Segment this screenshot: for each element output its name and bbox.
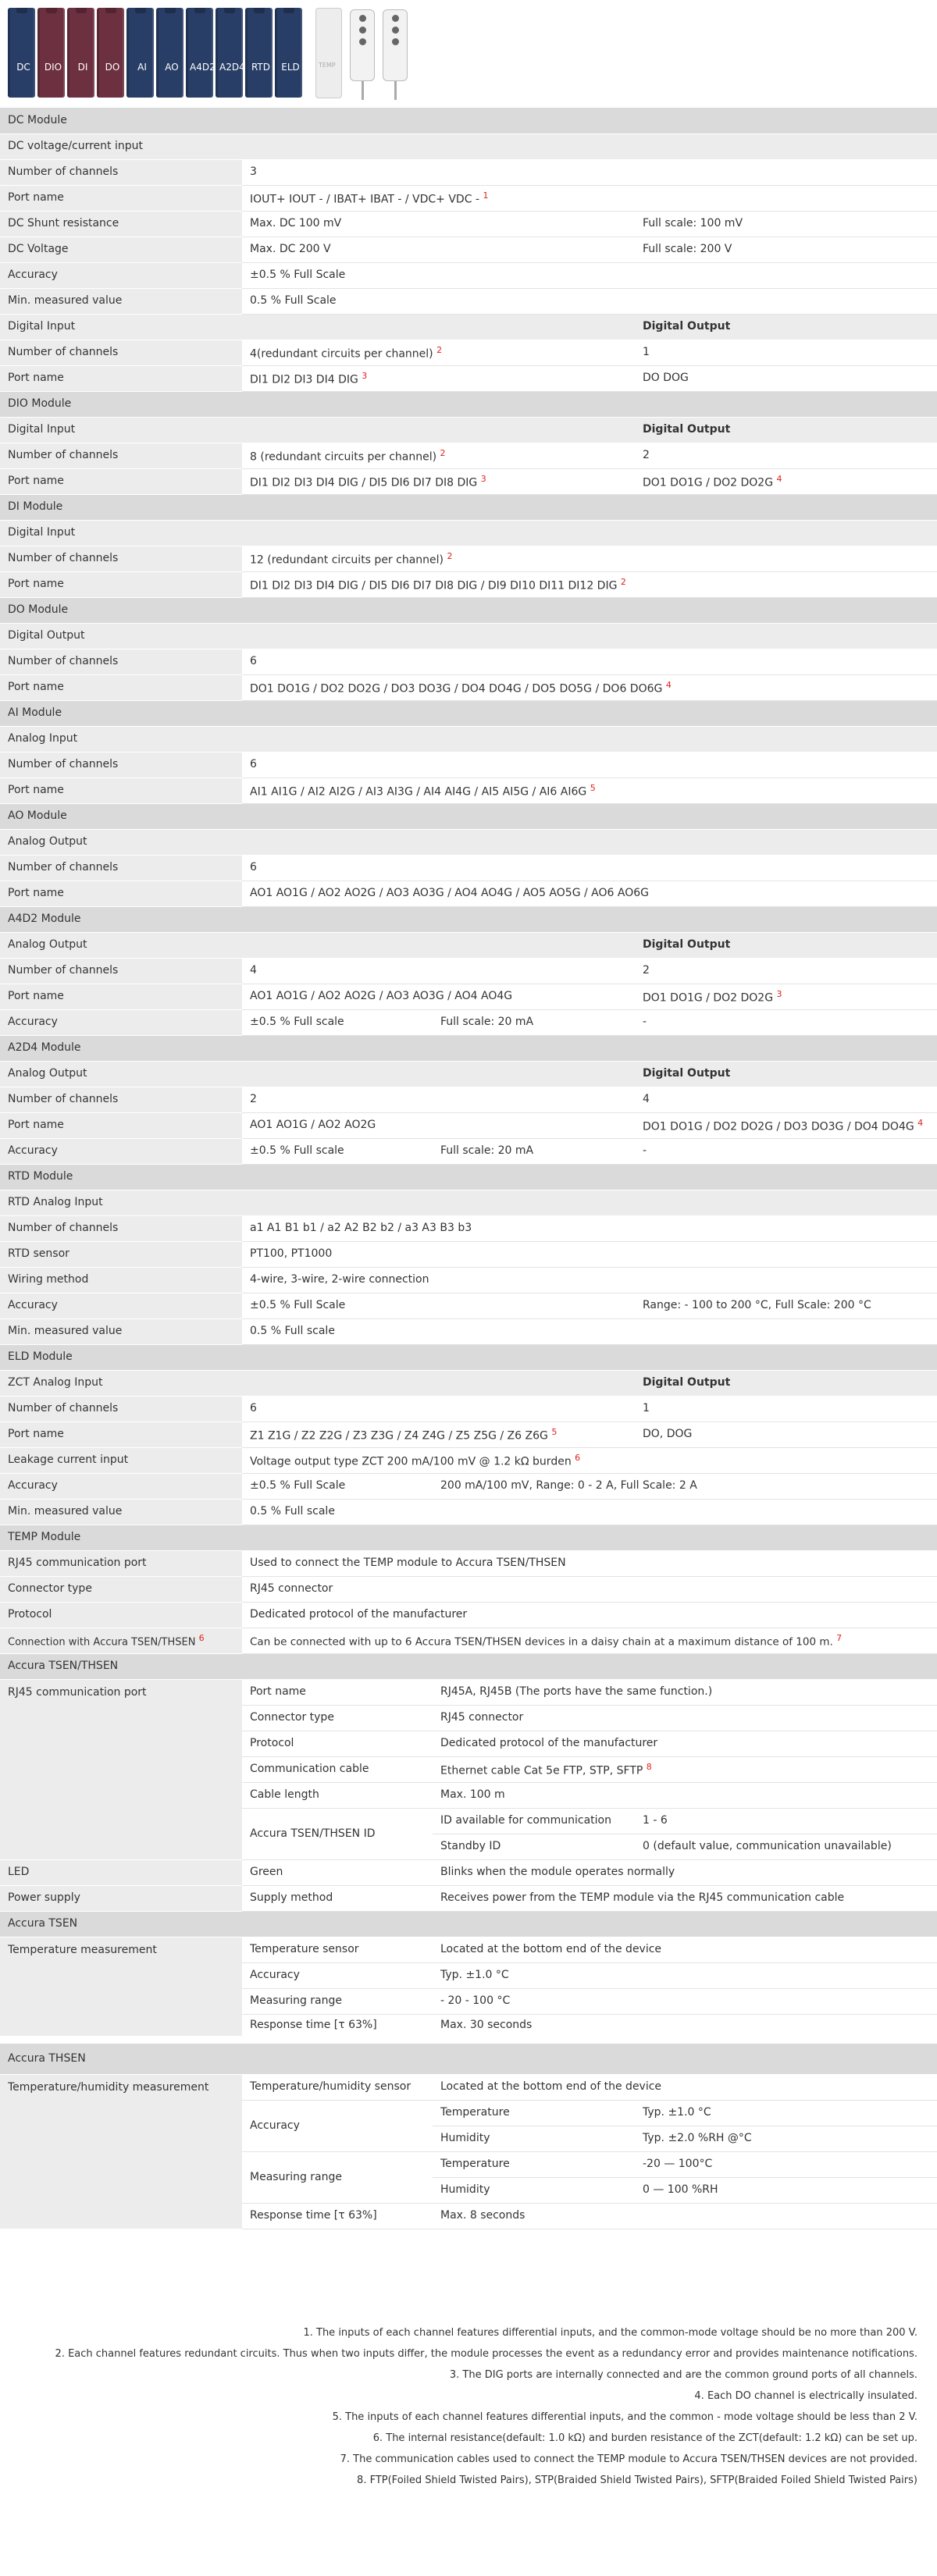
sensor-cable [394, 81, 397, 100]
spec-label: Number of channels [0, 958, 242, 984]
section-header [0, 1344, 937, 1370]
spec-label: Accuracy [0, 1009, 242, 1035]
spec-label: Min. measured value [0, 288, 242, 314]
subsection-title: RTD Analog Input [0, 1190, 937, 1215]
spec-label: Number of channels [0, 649, 242, 674]
spec-value: Voltage output type ZCT 200 mA/100 mV @ 1.2 kΩ burden [250, 1455, 572, 1468]
spec-sublabel: Measuring range [242, 2151, 433, 2203]
footnote-ref: 2 [447, 551, 453, 562]
spec-value: 0.5 % Full scale [242, 1499, 937, 1525]
spec-label: Port name [0, 1112, 242, 1138]
footnote-ref: 6 [198, 1633, 205, 1644]
spec-value: 4 [242, 958, 635, 984]
spec-value: ±0.5 % Full Scale [242, 262, 937, 288]
spec-value: DO1 DO1G / DO2 DO2G / DO3 DO3G / DO4 DO4G [643, 1120, 914, 1133]
footnotes [55, 2322, 917, 2491]
subsection-header [0, 1061, 937, 1087]
subsection-header [0, 417, 937, 443]
section-header [0, 494, 937, 520]
spec-row [0, 2074, 937, 2100]
spec-sublabel: Response time [τ 63%] [242, 2014, 433, 2040]
spec-row [0, 1576, 937, 1602]
spec-sublabel: Temperature [433, 2100, 635, 2126]
spec-label: Port name [0, 674, 242, 700]
footnote: 5. The inputs of each channel features differential inputs, and the common - mode voltage should be less than 2 V. [332, 2411, 917, 2423]
footnote-ref: 5 [590, 783, 596, 794]
spec-row [0, 752, 937, 777]
spec-row [0, 1447, 937, 1473]
spec-row [0, 1679, 937, 1705]
spec-value: IOUT+ IOUT - / IBAT+ IBAT - / VDC+ VDC - [250, 193, 479, 206]
footnote-ref: 3 [362, 371, 368, 382]
footnote-ref: 1 [483, 190, 489, 201]
spec-value: ±0.5 % Full Scale [242, 1293, 635, 1318]
thsen-sensor-image [383, 9, 408, 81]
subsection-title: Analog Output [0, 932, 635, 958]
subsection-title: Digital Input [0, 314, 635, 340]
subsection-title: Digital Output [0, 623, 937, 649]
spec-row [0, 1499, 937, 1525]
spec-label: Port name [0, 881, 242, 906]
spec-value: DO, DOG [635, 1421, 937, 1447]
footnote-ref: 3 [480, 474, 486, 485]
spec-value: Full scale: 20 mA [433, 1009, 635, 1035]
spec-row [0, 468, 937, 494]
spec-label: Leakage current input [0, 1447, 242, 1473]
subsection-header [0, 623, 937, 649]
spec-label: RTD sensor [0, 1241, 242, 1267]
section-title: A4D2 Module [0, 906, 937, 932]
spec-label: Accuracy [0, 1138, 242, 1164]
footnote-ref: 8 [646, 1762, 652, 1773]
spec-sublabel: Accura TSEN/THSEN ID [242, 1808, 433, 1859]
spec-value: Blinks when the module operates normally [433, 1859, 937, 1885]
module-code: DC [16, 62, 30, 73]
spec-row [0, 1396, 937, 1421]
spec-row [0, 1009, 937, 1035]
footnote: 8. FTP(Foiled Shield Twisted Pairs), STP(Braided Shield Twisted Pairs), SFTP(Braided Foiled Shield Twisted Pairs) [357, 2475, 917, 2486]
footnote-ref: 2 [440, 448, 446, 459]
spec-value: DO1 DO1G / DO2 DO2G / DO3 DO3G / DO4 DO4G / DO5 DO5G / DO6 DO6G [250, 682, 663, 696]
spec-row [0, 1937, 937, 1962]
spec-row [0, 571, 937, 597]
module-code: DI [77, 62, 88, 73]
dio-module-image [37, 8, 65, 98]
subsection-title: ZCT Analog Input [0, 1370, 635, 1396]
spec-value: Max. DC 200 V [242, 237, 635, 262]
spec-value: DO DOG [635, 365, 937, 391]
spec-row [0, 1215, 937, 1241]
spec-value: RJ45 connector [433, 1705, 937, 1731]
spec-label: Port name [0, 984, 242, 1009]
spec-value: Range: - 100 to 200 °C, Full Scale: 200 °C [635, 1293, 937, 1318]
subsection-title: Digital Output [635, 417, 937, 443]
spec-value: DI1 DI2 DI3 DI4 DIG / DI5 DI6 DI7 DI8 DIG [250, 476, 478, 489]
spec-value: RJ45 connector [242, 1576, 937, 1602]
spec-value: 200 mA/100 mV, Range: 0 - 2 A, Full Scale: 2 A [433, 1473, 937, 1499]
subsection-title: Digital Input [0, 520, 937, 546]
spec-label: Port name [0, 365, 242, 391]
spec-row [0, 1087, 937, 1112]
footnote-ref: 4 [917, 1118, 924, 1129]
spec-value: -20 — 100°C [635, 2151, 937, 2177]
module-code: DIO [44, 62, 62, 73]
spec-sublabel: Port name [242, 1679, 433, 1705]
spec-value: AI1 AI1G / AI2 AI2G / AI3 AI3G / AI4 AI4G / AI5 AI5G / AI6 AI6G [250, 785, 587, 799]
spec-row [0, 443, 937, 468]
tsen-sensor-image [350, 9, 375, 81]
module-lineup-image [0, 0, 937, 108]
spec-value: 6 [242, 1396, 635, 1421]
spec-value: 4(redundant circuits per channel) [250, 347, 433, 361]
spec-label: Number of channels [0, 1087, 242, 1112]
subsection-header [0, 1370, 937, 1396]
spec-row [0, 1318, 937, 1344]
section-header [0, 597, 937, 623]
a4d2-module-image [186, 8, 216, 98]
spec-value: ±0.5 % Full scale [242, 1138, 433, 1164]
subsection-header [0, 520, 937, 546]
footnote-ref: 7 [836, 1633, 843, 1644]
spec-row [0, 237, 937, 262]
spec-sublabel: Temperature [433, 2151, 635, 2177]
spec-label: LED [0, 1859, 242, 1885]
footnote-ref: 3 [776, 989, 782, 1000]
spec-label: Accuracy [0, 1473, 242, 1499]
spec-row [0, 1267, 937, 1293]
module-code: AI [137, 62, 147, 73]
spec-value: Full scale: 200 V [635, 237, 937, 262]
spec-label: Accuracy [0, 262, 242, 288]
spec-label: Temperature/humidity measurement [0, 2074, 242, 2229]
spec-row [0, 1138, 937, 1164]
spec-row [0, 958, 937, 984]
spec-value: Located at the bottom end of the device [433, 2074, 937, 2100]
spec-value: 2 [635, 443, 937, 468]
spec-value: AO1 AO1G / AO2 AO2G [242, 1112, 635, 1138]
module-code: ELD [281, 62, 300, 73]
spec-row [0, 288, 937, 314]
specification-table [0, 108, 937, 2229]
subsection-header [0, 314, 937, 340]
subsection-title: Analog Input [0, 726, 937, 752]
spec-label: DC Shunt resistance [0, 211, 242, 237]
spec-row [0, 159, 937, 185]
section-title: DI Module [0, 494, 937, 520]
spec-label: Min. measured value [0, 1318, 242, 1344]
subsection-title: Analog Output [0, 1061, 635, 1087]
section-title: AI Module [0, 700, 937, 726]
spec-value: Used to connect the TEMP module to Accura TSEN/THSEN [242, 1550, 937, 1576]
spec-value: 1 [635, 340, 937, 365]
footnote: 1. The inputs of each channel features differential inputs, and the common-mode voltage should be no more than 200 V. [303, 2327, 917, 2339]
spec-value: 0.5 % Full Scale [242, 288, 937, 314]
rtd-module-image [245, 8, 273, 98]
section-header [0, 391, 937, 417]
section-header [0, 1525, 937, 1550]
spec-row [0, 185, 937, 211]
subsection-title: Analog Output [0, 829, 937, 855]
section-header [0, 803, 937, 829]
spec-row [0, 1550, 937, 1576]
spec-sublabel: Accuracy [242, 1962, 433, 1988]
spec-value: Can be connected with up to 6 Accura TSEN/THSEN devices in a daisy chain at a maximum distance of 100 m. [250, 1635, 833, 1649]
dc-module-image [8, 8, 35, 98]
spec-value: 4 [635, 1087, 937, 1112]
spec-value: 3 [242, 159, 937, 185]
spec-label: Power supply [0, 1885, 242, 1911]
footnote: 6. The internal resistance(default: 1.0 kΩ) and burden resistance of the ZCT(default: 1.2 kΩ) can be set up. [372, 2432, 917, 2444]
spec-label: Connection with Accura TSEN/THSEN [8, 1636, 196, 1649]
spec-label: Number of channels [0, 546, 242, 571]
footnote: 7. The communication cables used to connect the TEMP module to Accura TSEN/THSEN devices are not provided. [340, 2453, 917, 2465]
spec-row [0, 1602, 937, 1628]
spec-sublabel: Cable length [242, 1782, 433, 1808]
subsection-title: DC voltage/current input [0, 133, 937, 159]
spec-value: Max. 100 m [433, 1782, 937, 1808]
temp-module-image [315, 8, 342, 98]
section-title: TEMP Module [0, 1525, 937, 1550]
spec-value: 1 - 6 [635, 1808, 937, 1834]
spec-value: Max. 30 seconds [433, 2014, 937, 2040]
subsection-header [0, 1190, 937, 1215]
spec-sublabel: Response time [τ 63%] [242, 2203, 433, 2229]
section-title: DIO Module [0, 391, 937, 417]
spec-label: Number of channels [0, 855, 242, 881]
spec-sublabel: Humidity [433, 2177, 635, 2203]
spec-value: 8 (redundant circuits per channel) [250, 450, 437, 464]
footnote-ref: 5 [551, 1427, 558, 1438]
spec-row [0, 881, 937, 906]
spec-label: DC Voltage [0, 237, 242, 262]
ai-module-image [126, 8, 154, 98]
section-title: Accura TSEN [0, 1911, 937, 1937]
spec-value: - 20 - 100 °C [433, 1988, 937, 2014]
spec-value: Dedicated protocol of the manufacturer [242, 1602, 937, 1628]
spec-row [0, 546, 937, 571]
spec-label: Number of channels [0, 159, 242, 185]
subsection-header [0, 932, 937, 958]
spec-label: Min. measured value [0, 1499, 242, 1525]
spec-row [0, 365, 937, 391]
di-module-image [67, 8, 94, 98]
spec-value: 0.5 % Full scale [242, 1318, 937, 1344]
spec-value: 2 [242, 1087, 635, 1112]
spec-value: Max. 8 seconds [433, 2203, 937, 2229]
eld-module-image [275, 8, 302, 98]
spec-value: - [635, 1138, 937, 1164]
footnote-ref: 2 [620, 577, 626, 588]
section-title: A2D4 Module [0, 1035, 937, 1061]
spec-row [0, 674, 937, 700]
spec-label: Port name [0, 571, 242, 597]
spec-value: RJ45A, RJ45B (The ports have the same function.) [433, 1679, 937, 1705]
spec-row [0, 649, 937, 674]
module-code: TEMP [319, 62, 336, 69]
spec-label: Number of channels [0, 1396, 242, 1421]
spec-value: 6 [242, 649, 937, 674]
do-module-image [97, 8, 124, 98]
spec-label: Wiring method [0, 1267, 242, 1293]
spec-row [0, 262, 937, 288]
spec-label: Port name [0, 1421, 242, 1447]
spec-value: DO1 DO1G / DO2 DO2G [643, 991, 774, 1005]
spec-sublabel: Temperature/humidity sensor [242, 2074, 433, 2100]
spec-label: Port name [0, 468, 242, 494]
spec-sublabel: Communication cable [242, 1756, 433, 1782]
spec-row [0, 1628, 937, 1653]
spec-value: Ethernet cable Cat 5e FTP, STP, SFTP [440, 1764, 643, 1777]
spec-label: RJ45 communication port [0, 1550, 242, 1576]
spec-value: Z1 Z1G / Z2 Z2G / Z3 Z3G / Z4 Z4G / Z5 Z5G / Z6 Z6G [250, 1429, 548, 1443]
spec-row [0, 211, 937, 237]
spec-value: Full scale: 20 mA [433, 1138, 635, 1164]
spec-label: Accuracy [0, 1293, 242, 1318]
spec-label: Number of channels [0, 752, 242, 777]
spec-value: Typ. ±1.0 °C [433, 1962, 937, 1988]
spec-value: Typ. ±2.0 %RH @°C [635, 2126, 937, 2151]
section-title: AO Module [0, 803, 937, 829]
spec-value: 6 [242, 855, 937, 881]
spec-sublabel: Connector type [242, 1705, 433, 1731]
spec-value: 0 (default value, communication unavailable) [635, 1834, 937, 1859]
spec-sublabel: Green [242, 1859, 433, 1885]
spec-value: ±0.5 % Full scale [242, 1009, 433, 1035]
ao-module-image [156, 8, 183, 98]
subsection-title: Digital Output [635, 1370, 937, 1396]
module-code: A2D4 [219, 62, 245, 73]
module-code: RTD [251, 62, 271, 73]
spec-value: PT100, PT1000 [242, 1241, 937, 1267]
spec-row [0, 1112, 937, 1138]
spec-row [0, 777, 937, 803]
spec-row [0, 1293, 937, 1318]
section-header [0, 1653, 937, 1679]
spec-value: DI1 DI2 DI3 DI4 DIG [250, 373, 358, 386]
subsection-header [0, 133, 937, 159]
spec-label: Protocol [0, 1602, 242, 1628]
spec-value: ±0.5 % Full Scale [242, 1473, 433, 1499]
subsection-title: Digital Output [635, 314, 937, 340]
spec-label: Number of channels [0, 1215, 242, 1241]
subsection-title: Digital Output [635, 932, 937, 958]
module-code: AO [165, 62, 179, 73]
section-title: Accura THSEN [0, 2040, 937, 2074]
spec-label: Connector type [0, 1576, 242, 1602]
section-header [0, 700, 937, 726]
subsection-header [0, 726, 937, 752]
module-code: DO [105, 62, 120, 73]
spec-value: Located at the bottom end of the device [433, 1937, 937, 1962]
spec-value: AO1 AO1G / AO2 AO2G / AO3 AO3G / AO4 AO4G / AO5 AO5G / AO6 AO6G [242, 881, 937, 906]
section-title: RTD Module [0, 1164, 937, 1190]
spec-sublabel: Standby ID [433, 1834, 635, 1859]
spec-row [0, 984, 937, 1009]
section-title: DO Module [0, 597, 937, 623]
spec-sublabel: Accuracy [242, 2100, 433, 2151]
subsection-title: Digital Input [0, 417, 635, 443]
spec-sublabel: Supply method [242, 1885, 433, 1911]
sensor-cable [362, 81, 364, 100]
spec-value: 4-wire, 3-wire, 2-wire connection [242, 1267, 937, 1293]
spec-row [0, 1885, 937, 1911]
section-header [0, 1911, 937, 1937]
spec-sublabel: Protocol [242, 1731, 433, 1756]
spec-value: Dedicated protocol of the manufacturer [433, 1731, 937, 1756]
spec-row [0, 1859, 937, 1885]
spec-row [0, 1421, 937, 1447]
spec-value: AO1 AO1G / AO2 AO2G / AO3 AO3G / AO4 AO4G [242, 984, 635, 1009]
spec-row [0, 1241, 937, 1267]
spec-label: Port name [0, 777, 242, 803]
footnote: 2. Each channel features redundant circuits. Thus when two inputs differ, the module processes the event as a redundancy error and provides maintenance notifications. [55, 2348, 917, 2360]
section-header [0, 1164, 937, 1190]
subsection-header [0, 829, 937, 855]
spec-value: a1 A1 B1 b1 / a2 A2 B2 b2 / a3 A3 B3 b3 [242, 1215, 937, 1241]
footnote-ref: 6 [575, 1453, 581, 1464]
spec-label: RJ45 communication port [0, 1679, 242, 1859]
footnote-ref: 4 [776, 474, 782, 485]
footnote: 4. Each DO channel is electrically insulated. [694, 2390, 917, 2402]
spec-value: 12 (redundant circuits per channel) [250, 553, 444, 567]
footnote-ref: 4 [665, 680, 672, 691]
spec-sublabel: Measuring range [242, 1988, 433, 2014]
section-header [0, 2040, 937, 2074]
spec-value: DO1 DO1G / DO2 DO2G [643, 476, 774, 489]
spec-value: DI1 DI2 DI3 DI4 DIG / DI5 DI6 DI7 DI8 DIG / DI9 DI10 DI11 DI12 DIG [250, 579, 618, 592]
spec-row [0, 340, 937, 365]
spec-sublabel: ID available for communication [433, 1808, 635, 1834]
section-header [0, 906, 937, 932]
spec-label: Number of channels [0, 443, 242, 468]
section-header [0, 1035, 937, 1061]
spec-value: 6 [242, 752, 937, 777]
section-title: Accura TSEN/THSEN [0, 1653, 937, 1679]
spec-value: 1 [635, 1396, 937, 1421]
spec-label: Number of channels [0, 340, 242, 365]
spec-value: 0 — 100 %RH [635, 2177, 937, 2203]
spec-sublabel: Humidity [433, 2126, 635, 2151]
spec-value: Receives power from the TEMP module via the RJ45 communication cable [433, 1885, 937, 1911]
section-title: DC Module [0, 108, 937, 133]
module-code: A4D2 [190, 62, 216, 73]
spec-label: Temperature measurement [0, 1937, 242, 2040]
spec-value: Max. DC 100 mV [242, 211, 635, 237]
a2d4-module-image [216, 8, 243, 98]
section-title: ELD Module [0, 1344, 937, 1370]
footnote: 3. The DIG ports are internally connected and are the common ground ports of all channels. [449, 2369, 917, 2381]
footnote-ref: 2 [436, 345, 443, 356]
spec-value: 2 [635, 958, 937, 984]
spec-value: Full scale: 100 mV [635, 211, 937, 237]
spec-value: Typ. ±1.0 °C [635, 2100, 937, 2126]
spec-row [0, 1473, 937, 1499]
spec-value: - [635, 1009, 937, 1035]
spec-row [0, 855, 937, 881]
spec-label: Port name [0, 185, 242, 211]
subsection-title: Digital Output [635, 1061, 937, 1087]
spec-sublabel: Temperature sensor [242, 1937, 433, 1962]
section-header [0, 108, 937, 133]
